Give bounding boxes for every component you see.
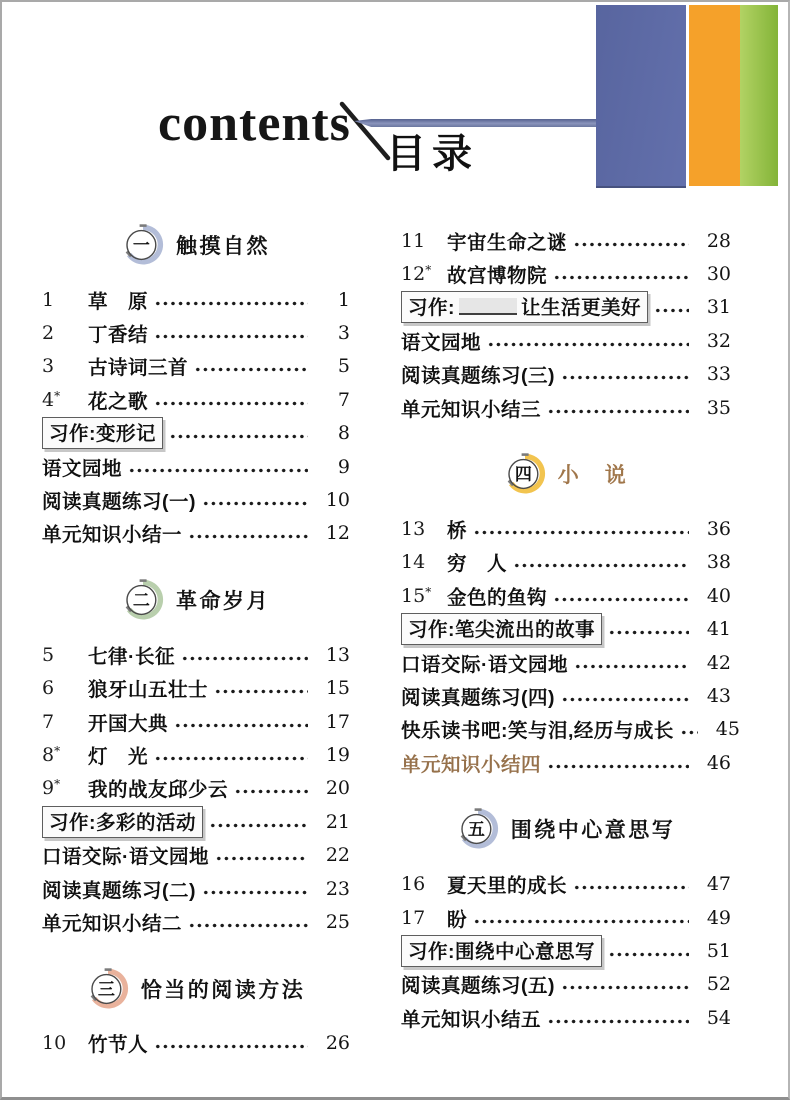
exercise-box xyxy=(42,417,163,449)
entry-title: 阅读真题练习(一) xyxy=(42,491,196,514)
entry-title: 语文园地 xyxy=(42,457,123,480)
page-number: 42 xyxy=(706,651,731,674)
lesson-number xyxy=(42,777,88,799)
exercise-box xyxy=(401,613,602,645)
lesson-number-value: 17 xyxy=(401,906,426,929)
unit-ring-icon xyxy=(504,453,546,495)
dotted-leader xyxy=(574,662,689,671)
entry-title: 单元知识小结四 xyxy=(401,753,542,776)
page-number: 41 xyxy=(706,618,731,641)
dotted-leader xyxy=(194,365,308,374)
exercise-box xyxy=(42,806,203,838)
page-number: 52 xyxy=(706,973,731,996)
dotted-leader xyxy=(608,628,689,637)
page-number: 25 xyxy=(325,910,350,933)
corner-band-green xyxy=(740,5,778,186)
dotted-leader xyxy=(154,332,308,341)
toc-row xyxy=(401,968,731,1001)
dotted-leader xyxy=(128,466,308,475)
unit-title: 触摸自然 xyxy=(176,235,270,258)
lesson-number-value: 10 xyxy=(42,1032,67,1055)
toc-row xyxy=(401,579,731,612)
toc-row xyxy=(401,391,731,424)
page-number: 31 xyxy=(706,296,731,319)
unit-ring-icon xyxy=(122,224,164,266)
toc-row xyxy=(42,905,350,938)
dotted-leader xyxy=(608,950,689,959)
lesson-number-value: 6 xyxy=(42,677,55,700)
toc-row xyxy=(401,546,731,579)
dotted-leader xyxy=(188,921,308,930)
lesson-number xyxy=(42,1032,88,1054)
dotted-leader xyxy=(561,373,689,382)
unit-number: 五 xyxy=(467,820,485,840)
lesson-number-value: 9 xyxy=(42,777,55,800)
unit-number: 二 xyxy=(132,591,150,611)
unit-header xyxy=(42,961,350,1017)
toc-row xyxy=(42,805,350,838)
toc-row xyxy=(42,838,350,871)
lesson-number-value: 7 xyxy=(42,710,55,733)
entry-title: 穷 人 xyxy=(447,553,508,576)
page-number: 36 xyxy=(706,518,731,541)
toc-row xyxy=(401,224,731,257)
elective-star-mark: * xyxy=(425,584,432,599)
entry-title: 夏天里的成长 xyxy=(447,875,568,898)
elective-star-mark: * xyxy=(54,388,61,403)
toc-row xyxy=(401,867,731,900)
toc-row xyxy=(42,383,350,416)
unit-header xyxy=(401,446,731,502)
page-number: 8 xyxy=(337,422,350,445)
toc-row xyxy=(42,638,350,671)
dotted-leader xyxy=(169,432,308,441)
page-number: 22 xyxy=(325,844,350,867)
toc-row xyxy=(401,324,731,357)
page-number: 51 xyxy=(706,939,731,962)
entry-title: 阅读真题练习(二) xyxy=(42,879,196,902)
entry-title xyxy=(42,417,163,449)
entry-title: 快乐读书吧:笑与泪,经历与成长 xyxy=(401,720,674,743)
page-number: 15 xyxy=(325,677,350,700)
toc-row xyxy=(42,450,350,483)
dotted-leader xyxy=(547,1017,689,1026)
page-number: 49 xyxy=(706,906,731,929)
dotted-leader xyxy=(513,561,689,570)
page-number: 32 xyxy=(706,329,731,352)
page-title-english: contents xyxy=(158,95,351,152)
dotted-leader xyxy=(234,787,308,796)
entry-title: 盼 xyxy=(447,908,468,931)
lesson-number-value: 8 xyxy=(42,743,55,766)
toc-row xyxy=(401,901,731,934)
corner-band-orange xyxy=(689,5,740,186)
elective-star-mark: * xyxy=(54,777,61,792)
lesson-number xyxy=(42,644,88,666)
entry-title: 七律·长征 xyxy=(88,645,175,668)
dotted-leader xyxy=(553,273,689,282)
toc-row xyxy=(42,738,350,771)
toc-row xyxy=(42,772,350,805)
lesson-number xyxy=(42,355,88,377)
dotted-leader xyxy=(181,654,308,663)
toc-row xyxy=(401,646,731,679)
page-number: 54 xyxy=(706,1006,731,1029)
unit-title: 小 说 xyxy=(557,464,629,488)
unit-title: 革命岁月 xyxy=(176,590,270,614)
toc-row xyxy=(401,257,731,290)
toc-row xyxy=(401,934,731,967)
entry-title: 桥 xyxy=(447,520,468,543)
unit-ring-icon xyxy=(457,808,499,850)
toc-row xyxy=(401,291,731,324)
exercise-box xyxy=(401,935,602,967)
toc-row xyxy=(42,672,350,705)
elective-star-mark: * xyxy=(425,263,432,278)
page-number: 10 xyxy=(325,489,350,512)
page-number: 5 xyxy=(337,355,350,378)
lesson-number xyxy=(401,518,447,540)
page-number: 30 xyxy=(706,263,731,286)
dotted-leader xyxy=(547,407,689,416)
entry-title xyxy=(401,935,602,967)
entry-title xyxy=(401,613,602,645)
dotted-leader xyxy=(654,306,689,315)
entry-title: 我的战友邱少云 xyxy=(88,779,229,802)
lesson-number xyxy=(42,677,88,699)
dotted-leader xyxy=(561,695,689,704)
entry-title-text: 习作:笔尖流出的故事 xyxy=(408,619,595,642)
corner-band-blue xyxy=(596,5,686,188)
entry-title: 竹节人 xyxy=(88,1034,149,1057)
toc-row xyxy=(401,713,740,746)
fill-in-blank xyxy=(459,298,517,315)
unit-header xyxy=(42,217,350,273)
entry-title: 草 原 xyxy=(88,290,149,313)
dotted-leader xyxy=(154,299,308,308)
toc-row xyxy=(42,872,350,905)
page-number: 33 xyxy=(706,363,731,386)
page-number: 21 xyxy=(325,810,350,833)
page-number: 28 xyxy=(706,229,731,252)
entry-title-suffix: 让生活更美好 xyxy=(521,297,642,320)
dotted-leader xyxy=(553,595,689,604)
page-number: 12 xyxy=(325,522,350,545)
page-number: 19 xyxy=(325,743,350,766)
entry-title-prefix: 习作: xyxy=(408,297,455,320)
entry-title: 口语交际·语文园地 xyxy=(401,653,568,676)
entry-title-text: 习作:多彩的活动 xyxy=(49,811,196,834)
page-title-chinese: 目录 xyxy=(386,132,478,176)
lesson-number-value: 3 xyxy=(42,355,55,378)
dotted-leader xyxy=(154,1042,308,1051)
lesson-number xyxy=(401,230,447,252)
toc-row xyxy=(42,417,350,450)
dotted-leader xyxy=(209,821,308,830)
lesson-number xyxy=(401,551,447,573)
dotted-leader xyxy=(214,687,308,696)
toc-row xyxy=(401,746,731,779)
dotted-leader xyxy=(202,888,308,897)
entry-title: 单元知识小结一 xyxy=(42,524,183,547)
lesson-number xyxy=(401,873,447,895)
page-number: 1 xyxy=(337,288,350,311)
lesson-number-value: 16 xyxy=(401,873,426,896)
unit-number: 一 xyxy=(132,236,150,255)
toc-row xyxy=(42,483,350,516)
dotted-leader xyxy=(680,728,698,737)
entry-title xyxy=(42,806,203,838)
page-number: 7 xyxy=(337,388,350,411)
lesson-number xyxy=(401,263,447,285)
lesson-number xyxy=(401,585,447,607)
unit-header xyxy=(401,801,731,857)
entry-title: 阅读真题练习(五) xyxy=(401,975,555,998)
entry-title: 单元知识小结二 xyxy=(42,912,183,935)
unit-title: 恰当的阅读方法 xyxy=(140,978,306,1002)
entry-title: 丁香结 xyxy=(88,324,149,347)
lesson-number-value: 11 xyxy=(401,229,426,252)
toc-row xyxy=(42,705,350,738)
page-number: 17 xyxy=(325,710,350,733)
lesson-number-value: 1 xyxy=(42,288,55,311)
unit-ring-icon xyxy=(122,579,164,621)
unit-header xyxy=(42,572,350,628)
toc-row xyxy=(401,679,731,712)
entry-title: 口语交际·语文园地 xyxy=(42,846,209,869)
page-number: 26 xyxy=(325,1032,350,1055)
lesson-number-value: 2 xyxy=(42,322,55,345)
entry-title xyxy=(401,291,648,323)
entry-title: 灯 光 xyxy=(88,745,149,768)
lesson-number-value: 15 xyxy=(401,584,426,607)
lesson-number-value: 14 xyxy=(401,551,426,574)
toc-row xyxy=(42,517,350,550)
unit-ring-icon xyxy=(87,968,129,1010)
page-number: 3 xyxy=(337,322,350,345)
entry-title: 故宫博物院 xyxy=(447,265,548,288)
toc-column-right xyxy=(401,224,740,1034)
lesson-number-value: 4 xyxy=(42,388,55,411)
entry-title: 花之歌 xyxy=(88,390,149,413)
toc-row xyxy=(42,283,350,316)
entry-title: 语文园地 xyxy=(401,331,482,354)
page-number: 23 xyxy=(325,877,350,900)
toc-row xyxy=(401,512,731,545)
dotted-leader xyxy=(188,532,308,541)
toc-row xyxy=(401,613,731,646)
lesson-number-value: 12 xyxy=(401,263,426,286)
unit-number: 三 xyxy=(97,979,115,999)
entry-title-text: 习作:变形记 xyxy=(49,423,156,446)
toc-row xyxy=(401,358,731,391)
page-number: 9 xyxy=(337,455,350,478)
entry-title: 开国大典 xyxy=(88,712,169,735)
page-number: 35 xyxy=(706,396,731,419)
page-number: 45 xyxy=(715,718,740,741)
dotted-leader xyxy=(154,399,308,408)
lesson-number-value: 5 xyxy=(42,643,55,666)
page-number: 20 xyxy=(325,777,350,800)
toc-row xyxy=(42,1027,350,1060)
toc-row xyxy=(401,1001,731,1034)
entry-title: 单元知识小结三 xyxy=(401,398,542,421)
entry-title: 单元知识小结五 xyxy=(401,1008,542,1031)
lesson-number xyxy=(42,322,88,344)
dotted-leader xyxy=(573,883,689,892)
lesson-number-value: 13 xyxy=(401,518,426,541)
entry-title: 古诗词三首 xyxy=(88,357,189,380)
dotted-leader xyxy=(215,854,308,863)
page-number: 40 xyxy=(706,584,731,607)
dotted-leader xyxy=(202,499,308,508)
lesson-number xyxy=(42,711,88,733)
lesson-number xyxy=(42,289,88,311)
entry-title: 宇宙生命之谜 xyxy=(447,231,568,254)
dotted-leader xyxy=(547,762,689,771)
unit-number: 四 xyxy=(514,465,532,485)
toc-row xyxy=(42,316,350,349)
lesson-number xyxy=(42,389,88,411)
lesson-number xyxy=(42,744,88,766)
page-number: 46 xyxy=(706,751,731,774)
elective-star-mark: * xyxy=(54,743,61,758)
entry-title: 狼牙山五壮士 xyxy=(88,679,209,702)
toc-row xyxy=(42,350,350,383)
entry-title: 阅读真题练习(四) xyxy=(401,686,555,709)
unit-title: 围绕中心意思写 xyxy=(510,819,676,843)
exercise-box xyxy=(401,291,648,323)
dotted-leader xyxy=(561,983,689,992)
page-number: 47 xyxy=(706,873,731,896)
page-number: 13 xyxy=(325,643,350,666)
dotted-leader xyxy=(473,528,689,537)
toc-column-left xyxy=(42,217,350,1060)
dotted-leader xyxy=(487,340,689,349)
entry-title: 金色的鱼钩 xyxy=(447,586,548,609)
dotted-leader xyxy=(573,240,689,249)
dotted-leader xyxy=(154,754,308,763)
page-number: 43 xyxy=(706,684,731,707)
page-number: 38 xyxy=(706,551,731,574)
dotted-leader xyxy=(473,917,689,926)
lesson-number xyxy=(401,907,447,929)
entry-title-text: 习作:围绕中心意思写 xyxy=(408,940,595,963)
entry-title: 阅读真题练习(三) xyxy=(401,365,555,388)
dotted-leader xyxy=(174,721,308,730)
